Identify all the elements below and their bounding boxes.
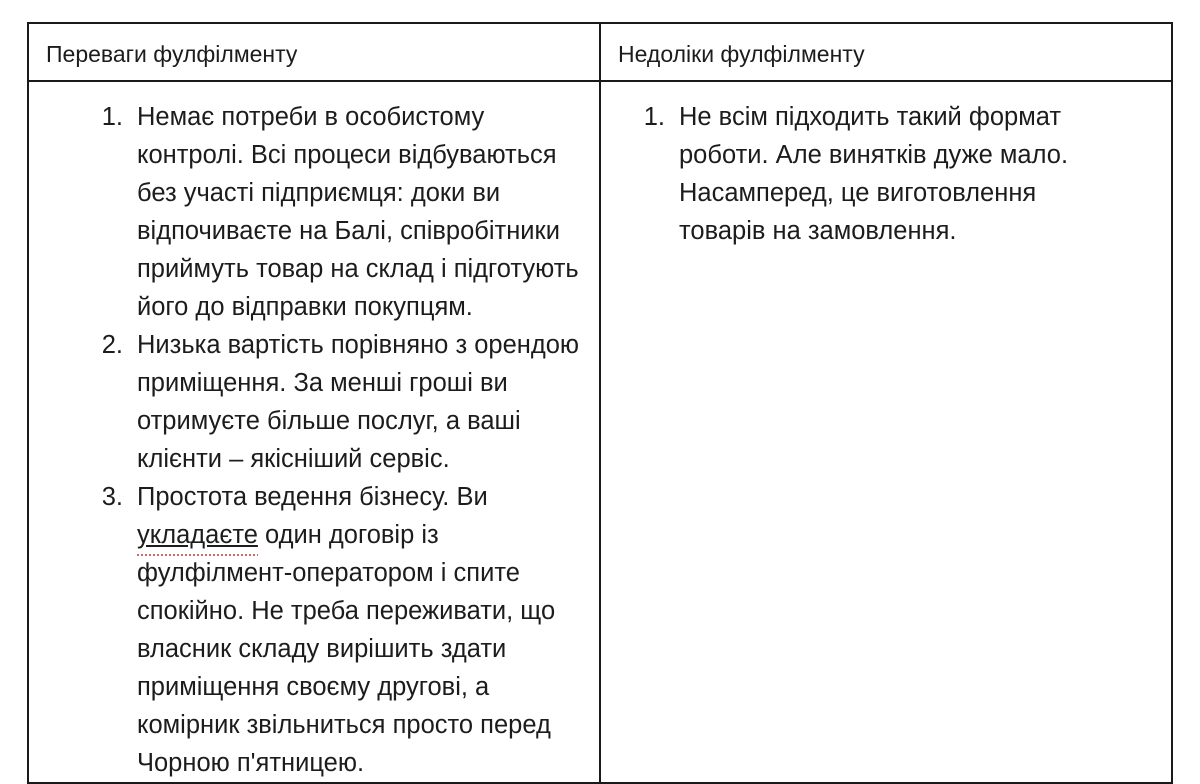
table-body — [28, 81, 1172, 783]
list-item — [29, 478, 585, 782]
list-item-text-body: Немає потреби в особистому контролі. Всі процеси відбуваються без участі підприємця: доки ви відпочиваєте на Балі, співробітники приймуть товар на склад і підготують його до відправки покупцям. — [137, 103, 579, 321]
header-cell-disadvantages — [600, 23, 1172, 81]
disadvantages-list — [601, 82, 1171, 250]
table-header — [28, 23, 1172, 81]
header-label-disadvantages: Недоліки фулфілменту — [618, 41, 865, 67]
header-label-advantages: Переваги фулфілменту — [46, 41, 298, 67]
list-item-marker: 1. — [101, 103, 123, 131]
list-item-text — [679, 98, 1119, 250]
table-row — [28, 81, 1172, 783]
list-item-text — [137, 98, 585, 326]
header-cell-advantages — [28, 23, 600, 81]
advantages-list — [29, 82, 599, 782]
body-cell-disadvantages — [600, 81, 1172, 783]
list-item — [29, 326, 585, 478]
list-item — [29, 98, 585, 326]
list-item-link[interactable]: укладаєте — [137, 521, 258, 549]
list-item-marker: 1. — [643, 103, 665, 131]
list-item-marker: 3. — [101, 483, 123, 511]
list-item-text-body: Низька вартість порівняно з орендою приміщення. За менші гроші ви отримуєте більше послуг, а ваші клієнти – якісніший сервіс. — [137, 331, 580, 473]
list-item-text-body: один договір із фулфілмент-оператором і спите спокійно. Не треба переживати, що власник складу вирішить здати приміщення своєму другові, а комірник звільниться просто перед Чорною п'ятницею. — [137, 521, 556, 777]
list-item-marker: 2. — [101, 331, 123, 359]
list-item-text-body: Не всім підходить такий формат роботи. Але винятків дуже мало. Насамперед, це виготовлення товарів на замовлення. — [679, 103, 1069, 245]
table-header-row — [28, 23, 1172, 81]
body-cell-advantages — [28, 81, 600, 783]
list-item-text — [137, 478, 585, 782]
comparison-table — [27, 22, 1173, 784]
list-item-text-lead: Простота ведення бізнесу. Ви — [137, 483, 488, 511]
list-item-text — [137, 326, 585, 478]
list-item — [601, 98, 1157, 250]
